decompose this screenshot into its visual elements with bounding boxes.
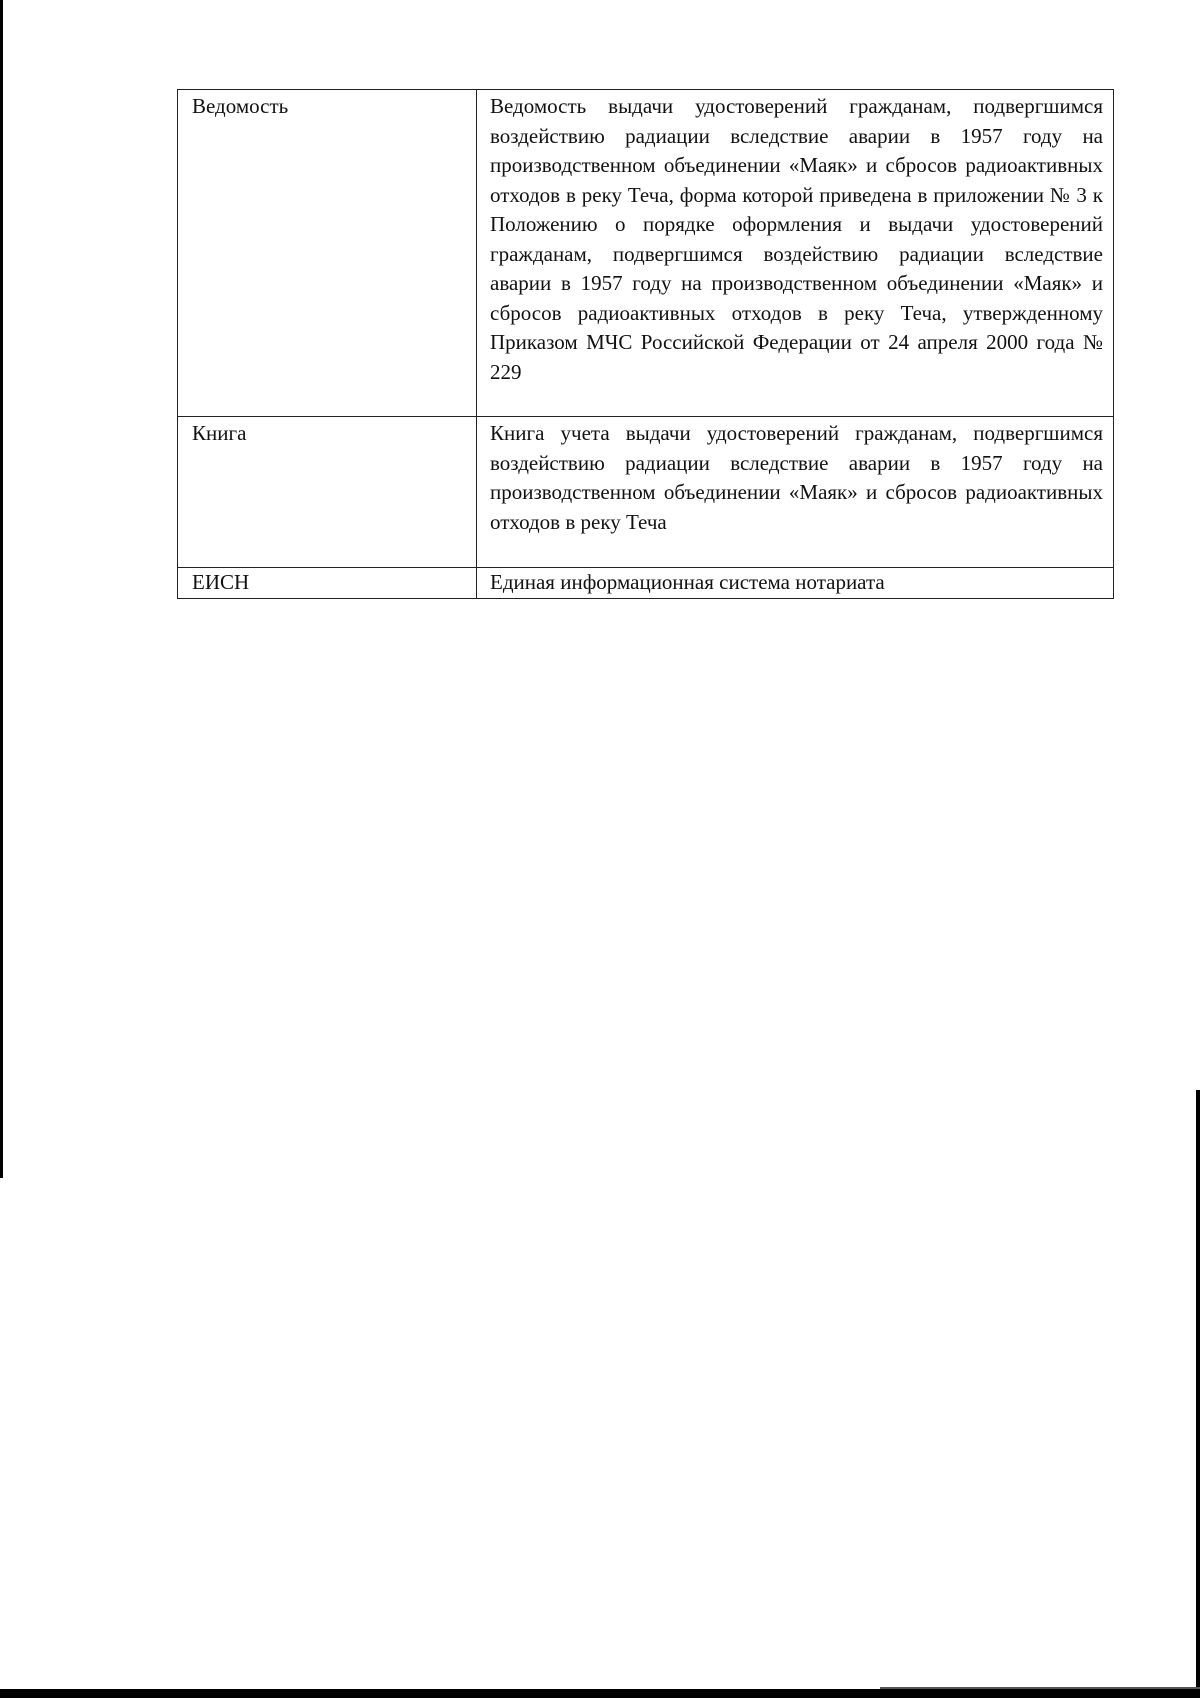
definition-cell: Ведомость выдачи удостоверений гражданам, подвергшимся воздействию радиации вследствие аварии в 1957 году на производственном объединении «Маяк» и сбросов радиоактивных отходов в реку Теча, форма которой приведена в приложении № 3 к Положению о порядке оформления и выдачи удостоверений гражданам, подвергшимся воздействию радиации вследствие аварии в 1957 году на производственном объединении «Маяк» и сбросов радиоактивных отходов в реку Теча, утвержденному Приказом МЧС Российской Федерации от 24 апреля 2000 года № 229 [477, 90, 1114, 417]
scan-edge-bottom [0, 1689, 1200, 1698]
term-cell: Книга [178, 417, 477, 568]
table-row [178, 417, 1114, 568]
term-cell: Ведомость [178, 90, 477, 417]
scan-edge-left [0, 0, 3, 1178]
scan-edge-right [1196, 1090, 1200, 1698]
definition-cell: Книга учета выдачи удостоверений гражданам, подвергшимся воздействию радиации вследствие аварии в 1957 году на производственном объединении «Маяк» и сбросов радиоактивных отходов в реку Теча [477, 417, 1114, 568]
definition-cell: Единая информационная система нотариата [477, 568, 1114, 599]
term-cell: ЕИСН [178, 568, 477, 599]
table-row [178, 568, 1114, 599]
abbreviations-table [177, 89, 1114, 599]
table-row [178, 90, 1114, 417]
